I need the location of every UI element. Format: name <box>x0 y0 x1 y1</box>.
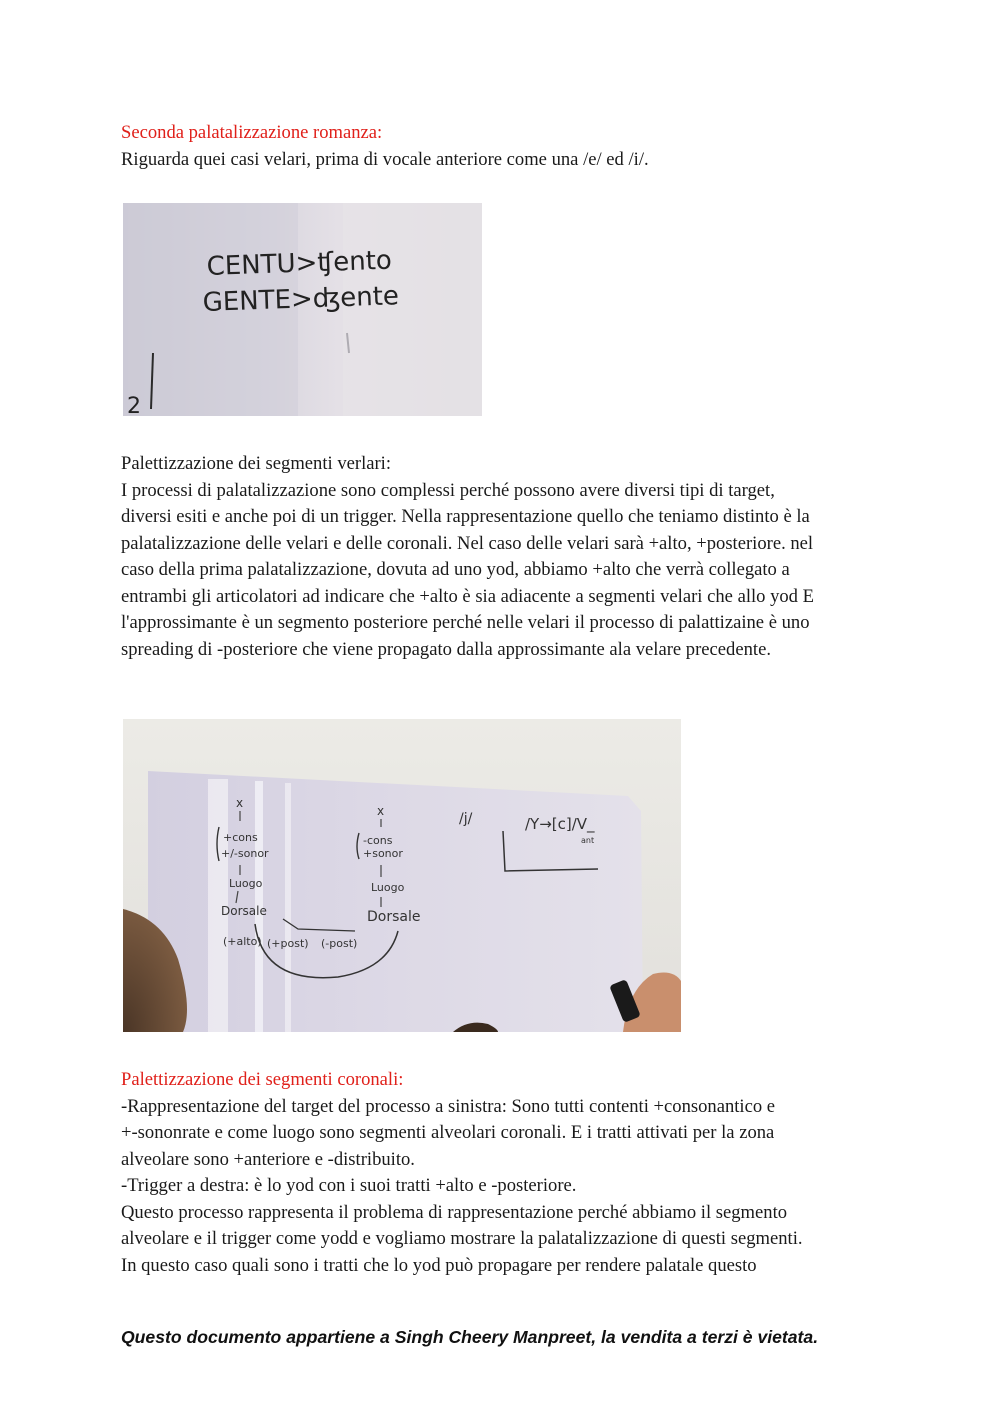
feature-cons-left: +cons <box>223 831 258 844</box>
footer-notice: Questo documento appartiene a Singh Cheery Manpreet, la vendita a terzi è vietata. <box>121 1327 819 1347</box>
paragraph-line: alveolare sono +anteriore e -distribuito. <box>121 1149 415 1170</box>
feature-sonor-right: +sonor <box>363 847 403 860</box>
section-heading: Seconda palatalizzazione romanza: <box>121 122 383 143</box>
feature-sonor-left: +/-sonor <box>221 847 269 860</box>
feature-post-plus: (+post) <box>267 937 309 950</box>
feature-luogo-right: Luogo <box>371 881 405 894</box>
corner-mark: 2 <box>127 394 141 416</box>
paragraph-line: l'approssimante è un segmento posteriore perché nelle velari il processo di palattizaine è uno <box>121 612 810 633</box>
handwritten-line-2: GENTE>ʤente <box>202 281 400 318</box>
paragraph-line: Questo processo rappresenta il problema di rappresentazione perché abbiamo il segmento <box>121 1202 788 1223</box>
paragraph-line: entrambi gli articolatori ad indicare che +alto è sia adiacente a segmenti velari che allo yod E <box>121 586 814 607</box>
paragraph-line: palatalizzazione delle velari e delle coronali. Nel caso delle velari sarà +alto, +posteriore. nel <box>121 533 814 554</box>
feature-dorsale-right: Dorsale <box>367 909 421 925</box>
whiteboard-photo-2 <box>123 719 681 1032</box>
feature-cons-right: -cons <box>363 834 393 847</box>
paragraph-line: spreading di -posteriore che viene propagato dalla approssimante ala velare precedente. <box>121 639 771 660</box>
paragraph-line: -Rappresentazione del target del processo a sinistra: Sono tutti contenti +consonantico e <box>121 1096 776 1117</box>
rule-text: /Y→[c]/V_ <box>525 815 595 833</box>
feature-luogo-left: Luogo <box>229 877 263 890</box>
feature-x-right: x <box>377 804 385 818</box>
handwritten-line-1: CENTU>ʧento <box>206 245 393 282</box>
feature-dorsale-left: Dorsale <box>221 904 267 918</box>
paragraph-line: In questo caso quali sono i tratti che lo yod può propagare per rendere palatale questo <box>121 1255 757 1276</box>
feature-post-minus: (-post) <box>321 937 358 950</box>
paragraph-line: alveolare e il trigger come yodd e vogliamo mostrare la palatalizzazione di questi segmenti. <box>121 1228 803 1249</box>
paragraph-line: +-sononrate e come luogo sono segmenti alveolari coronali. E i tratti attivati per la zona <box>121 1122 775 1143</box>
paragraph: Riguarda quei casi velari, prima di vocale anteriore come una /e/ ed /i/. <box>121 149 649 170</box>
paragraph-line: -Trigger a destra: è lo yod con i suoi tratti +alto e -posteriore. <box>121 1175 577 1196</box>
paragraph-line: caso della prima palatalizzazione, dovuta ad uno yod, abbiamo +alto che verrà collegato a <box>121 559 790 580</box>
paragraph-line: I processi di palatalizzazione sono complessi perché possono avere diversi tipi di target, <box>121 480 775 501</box>
feature-x-left: x <box>236 796 244 810</box>
feature-alto: (+alto) <box>223 935 262 948</box>
paragraph-line: diversi esiti e anche poi di un trigger. Nella rappresentazione quello che teniamo distinto è la <box>121 506 810 527</box>
symbol-yod: /j/ <box>459 811 473 827</box>
section-heading: Palettizzazione dei segmenti verlari: <box>121 453 392 474</box>
whiteboard-photo-1 <box>123 203 482 416</box>
rule-subscript: ant <box>581 836 595 845</box>
section-heading: Palettizzazione dei segmenti coronali: <box>121 1069 404 1090</box>
